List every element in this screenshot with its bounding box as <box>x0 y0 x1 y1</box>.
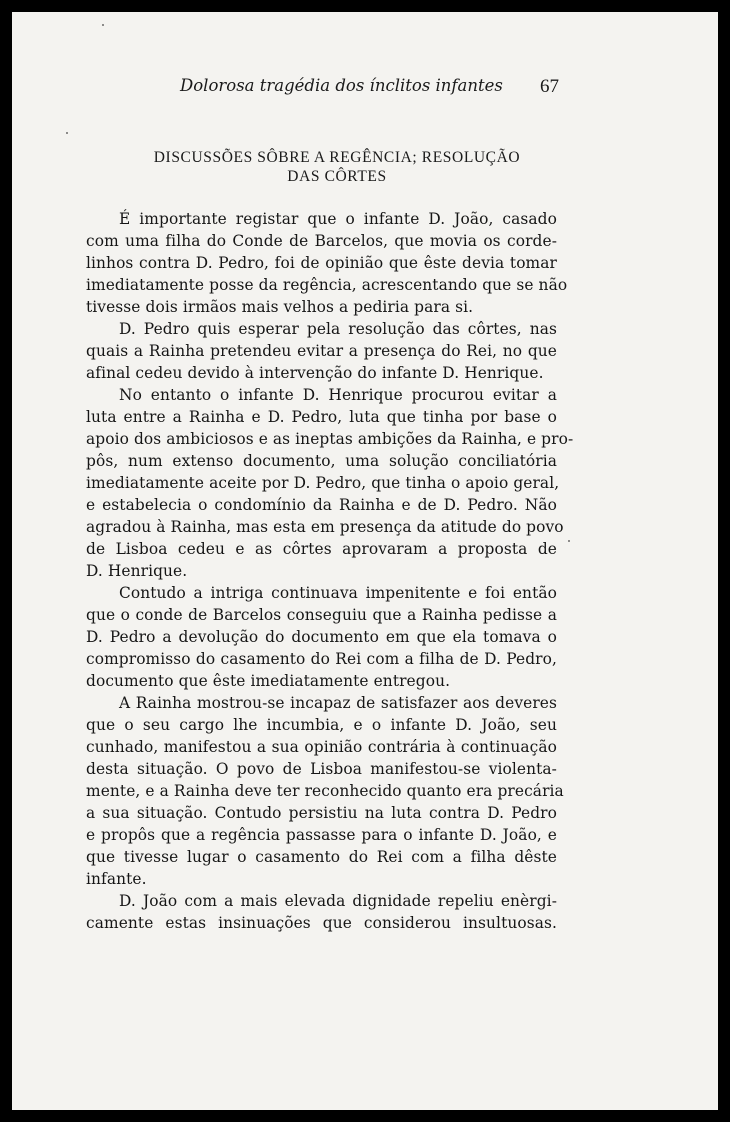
paper-speck <box>102 24 104 26</box>
text-line: D. Pedro a devolução do documento em que ela tomava o <box>86 628 557 646</box>
book-page <box>12 12 718 1110</box>
text-line: afinal cedeu devido à intervenção do infante D. Henrique. <box>86 364 544 382</box>
text-line: tivesse dois irmãos mais velhos a pediria para si. <box>86 298 474 316</box>
text-line: desta situação. O povo de Lisboa manifestou-se violenta- <box>86 760 557 778</box>
text-line: linhos contra D. Pedro, foi de opinião que êste devia tomar <box>86 254 557 272</box>
text-line: que o conde de Barcelos conseguiu que a Rainha pedisse a <box>86 606 557 624</box>
text-line: agradou à Rainha, mas esta em presença da atitude do povo <box>86 518 564 536</box>
text-line: imediatamente aceite por D. Pedro, que tinha o apoio geral, <box>86 474 560 492</box>
text-line: imediatamente posse da regência, acrescentando que se não <box>86 276 568 294</box>
page-number: 67 <box>540 76 559 97</box>
text-line: que tivesse lugar o casamento do Rei com a filha dêste <box>86 848 557 866</box>
chapter-heading <box>12 148 662 186</box>
text-line: No entanto o infante D. Henrique procurou evitar a <box>119 386 557 404</box>
text-line: pôs, num extenso documento, uma solução conciliatória <box>86 452 557 470</box>
text-line: D. Pedro quis esperar pela resolução das côrtes, nas <box>119 320 557 338</box>
text-line: compromisso do casamento do Rei com a filha de D. Pedro, <box>86 650 557 668</box>
text-line: É importante registar que o infante D. João, casado <box>119 210 557 228</box>
body-text <box>86 208 574 934</box>
text-line: e propôs que a regência passasse para o infante D. João, e <box>86 826 557 844</box>
text-line: infante. <box>86 870 147 888</box>
paper-speck <box>568 540 570 542</box>
text-line: quais a Rainha pretendeu evitar a presença do Rei, no que <box>86 342 557 360</box>
text-line: camente estas insinuações que considerou insultuosas. <box>86 914 557 932</box>
text-line: e estabelecia o condomínio da Rainha e de D. Pedro. Não <box>86 496 557 514</box>
text-line: de Lisboa cedeu e as côrtes aprovaram a proposta de <box>86 540 557 558</box>
text-line: Contudo a intriga continuava impenitente e foi então <box>119 584 557 602</box>
text-line: cunhado, manifestou a sua opinião contrária à continuação <box>86 738 557 756</box>
text-line: que o seu cargo lhe incumbia, e o infante D. João, seu <box>86 716 557 734</box>
text-line: apoio dos ambiciosos e as ineptas ambições da Rainha, e pro- <box>86 430 574 448</box>
text-line: documento que êste imediatamente entregou. <box>86 672 451 690</box>
paper-speck <box>66 132 68 134</box>
chapter-heading-line-1: DISCUSSÕES SÔBRE A REGÊNCIA; RESOLUÇÃO <box>153 149 521 166</box>
running-title: Dolorosa tragédia dos ínclitos infantes <box>180 76 503 95</box>
chapter-heading-line-2: DAS CÔRTES <box>287 168 387 185</box>
text-line: mente, e a Rainha deve ter reconhecido quanto era precária <box>86 782 564 800</box>
text-line: a sua situação. Contudo persistiu na luta contra D. Pedro <box>86 804 557 822</box>
text-line: D. João com a mais elevada dignidade repeliu enèrgi- <box>119 892 557 910</box>
text-line: com uma filha do Conde de Barcelos, que movia os corde- <box>86 232 557 250</box>
text-line: luta entre a Rainha e D. Pedro, luta que tinha por base o <box>86 408 557 426</box>
text-line: D. Henrique. <box>86 562 188 580</box>
running-header <box>12 12 718 112</box>
text-line: A Rainha mostrou-se incapaz de satisfazer aos deveres <box>119 694 557 712</box>
